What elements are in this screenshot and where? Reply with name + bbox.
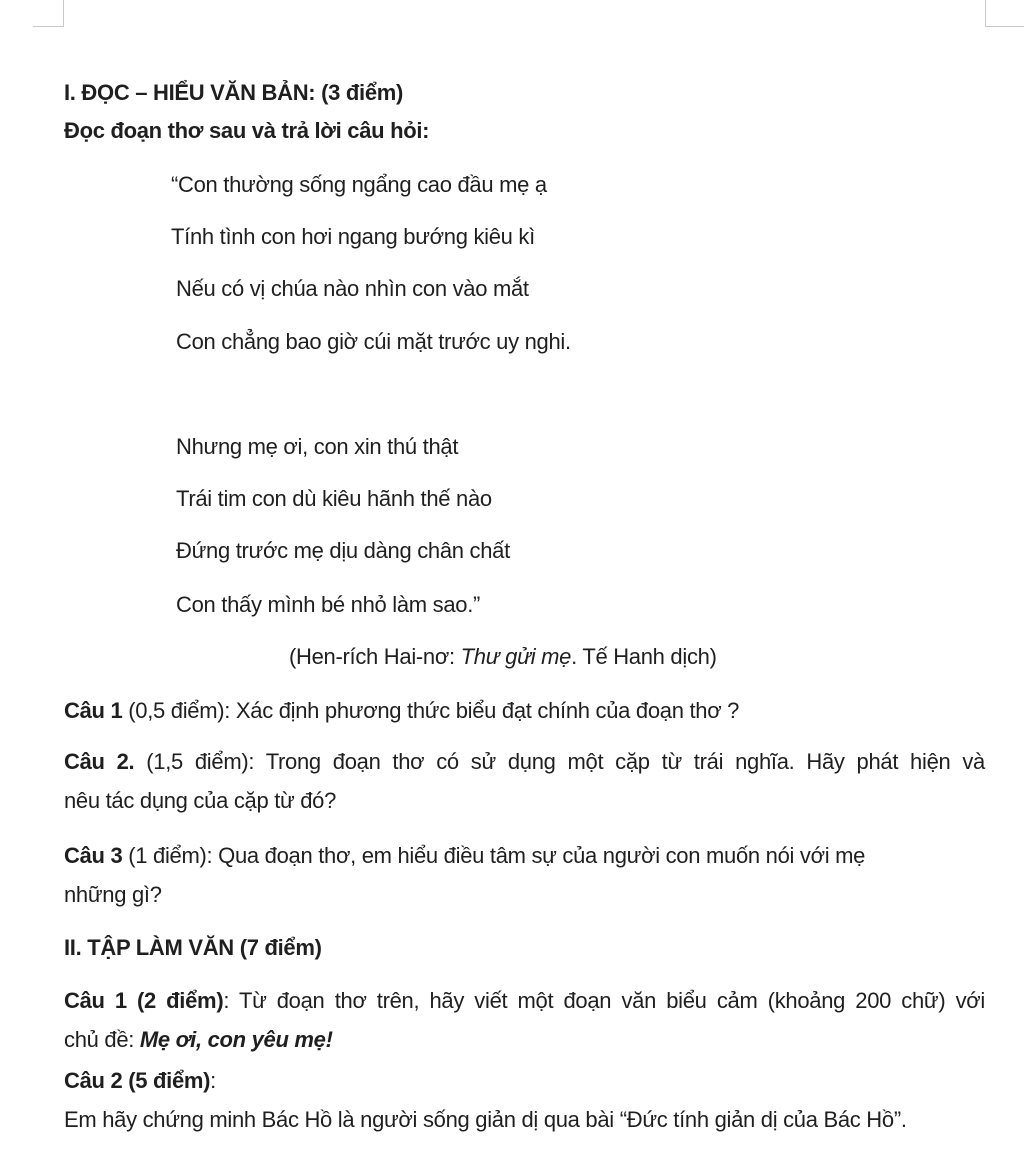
question-1: Câu 1 (0,5 điểm): Xác định phương thức biểu đạt chính của đoạn thơ ? [64,698,740,723]
poem-line: Con thấy mình bé nhỏ làm sao.” [176,592,481,617]
poem-line: Tính tình con hơi ngang bướng kiêu kì [171,224,535,249]
question-1-label: Câu 1 [64,698,123,723]
section1-instruction: Đọc đoạn thơ sau và trả lời câu hỏi: [64,118,430,143]
question-2-label: Câu 2. [64,749,135,774]
question-2-line-1: Câu 2. (1,5 điểm): Trong đoạn thơ có sử dụng một cặp từ trái nghĩa. Hãy phát hiện và [64,749,985,774]
writing-task-2-text: Em hãy chứng minh Bác Hồ là người sống giản dị qua bài “Đức tính giản dị của Bác Hồ”. [64,1107,907,1132]
poem-source-title: Thư gửi mẹ [460,644,572,669]
page-corner-mark-right [985,0,1024,27]
section2-heading: II. TẬP LÀM VĂN (7 điểm) [64,935,322,960]
poem-line: Nhưng mẹ ơi, con xin thú thật [176,434,459,459]
poem-line: “Con thường sống ngẩng cao đầu mẹ ạ [171,172,547,197]
writing-task-2-label: Câu 2 (5 điểm) [64,1068,211,1093]
poem-line: Con chẳng bao giờ cúi mặt trước uy nghi. [176,329,571,354]
question-3-line-2: những gì? [64,882,162,907]
writing-task-1-line-1: Câu 1 (2 điểm): Từ đoạn thơ trên, hãy viết một đoạn văn biểu cảm (khoảng 200 chữ) với [64,988,986,1013]
poem-line: Nếu có vị chúa nào nhìn con vào mắt [176,276,529,301]
question-3-label: Câu 3 [64,843,123,868]
section1-heading: I. ĐỌC – HIỂU VĂN BẢN: (3 điểm) [64,80,404,105]
page-corner-mark-left [33,0,64,27]
question-2-line-2: nêu tác dụng của cặp từ đó? [64,788,337,813]
question-3-line-1: Câu 3 (1 điểm): Qua đoạn thơ, em hiểu điều tâm sự của người con muốn nói với mẹ [64,843,866,868]
writing-task-1-label: Câu 1 (2 điểm) [64,988,224,1013]
writing-task-1-topic: Mẹ ơi, con yêu mẹ! [139,1027,333,1052]
writing-task-2-label-line: Câu 2 (5 điểm): [64,1068,216,1093]
poem-line: Trái tim con dù kiêu hãnh thế nào [176,486,492,511]
poem-line: Đứng trước mẹ dịu dàng chân chất [176,538,510,563]
poem-source: (Hen-rích Hai-nơ: Thư gửi mẹ. Tế Hanh dịch) [289,644,717,669]
writing-task-1-line-2: chủ đề: Mẹ ơi, con yêu mẹ! [64,1027,333,1052]
